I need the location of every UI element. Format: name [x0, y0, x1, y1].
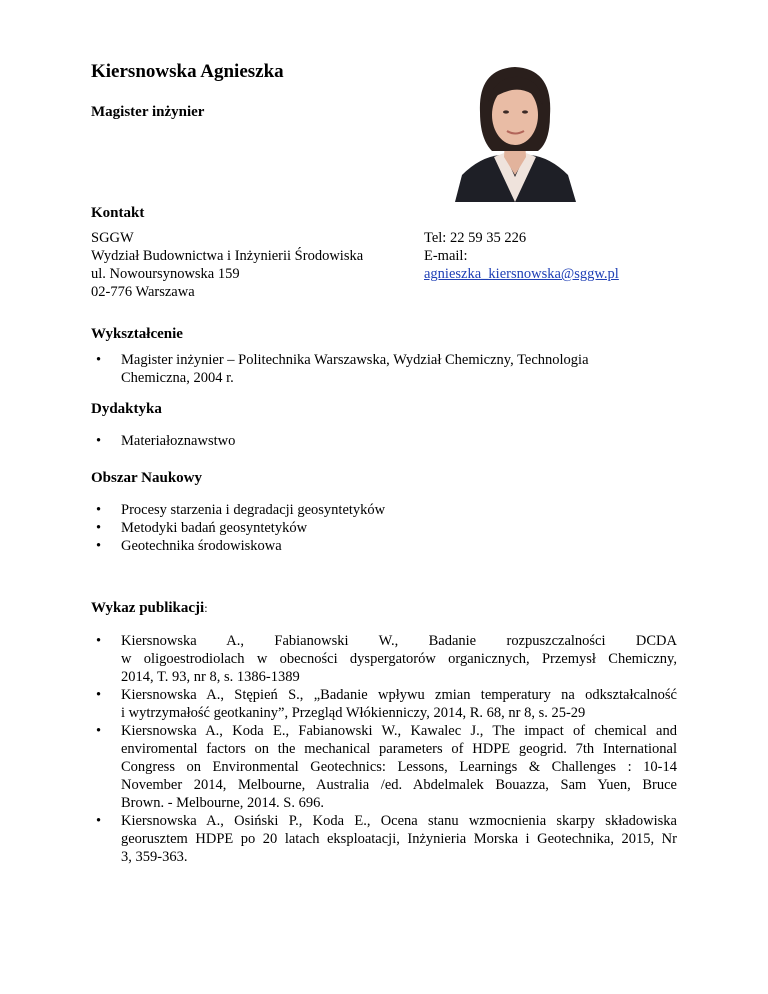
- list-item: • Materiałoznawstwo: [96, 433, 236, 449]
- list-item: • Geotechnika środowiskowa: [96, 538, 282, 554]
- list-item: • Procesy starzenia i degradacji geosyntetyków: [96, 502, 386, 518]
- portrait-image: [450, 57, 580, 202]
- person-title: Magister inżynier: [91, 104, 205, 120]
- list-item: • Kiersnowska A., Koda E., Fabianowski W., Kawalec J., The impact of chemical and enviromental factors on the mechanical parameters of HDPE geogrid. 7th International Congress on Environmental Geotechnics: Lessons, Learnings & Challenges : 10-14 November 2014, Melbourne, Australia /ed. Abdelmalek Bouazza, Sam Yuen, Bruce Brown. - Melbourne, 2014. S. 696.: [96, 723, 677, 811]
- list-item: • Metodyki badań geosyntetyków: [96, 520, 308, 536]
- address-line: SGGW: [91, 230, 134, 246]
- list-item: • Magister inżynier – Politechnika Warszawska, Wydział Chemiczny, Technologia Chemiczna, 2004 r.: [96, 352, 589, 386]
- teaching-heading: Dydaktyka: [91, 401, 162, 417]
- person-name: Kiersnowska Agnieszka: [91, 61, 284, 82]
- education-heading: Wykształcenie: [91, 326, 183, 342]
- bullet-icon: •: [96, 520, 102, 536]
- publications-heading: Wykaz publikacji:: [91, 600, 208, 616]
- list-item: • Kiersnowska A., Fabianowski W., Badanie rozpuszczalności DCDA w oligoestrodiolach w obecności dyspergatorów organicznych, Przemysł Chemiczny, 2014, T. 93, nr 8, s. 1386-1389: [96, 633, 677, 685]
- list-item: • Kiersnowska A., Stępień S., „Badanie wpływu zmian temperatury na odkształcalność i wytrzymałość geotkaniny”, Przegląd Włókienniczy, 2014, R. 68, nr 8, s. 25-29: [96, 687, 677, 721]
- bullet-icon: •: [96, 502, 102, 518]
- research-list: [91, 501, 681, 555]
- email-label: E-mail:: [424, 248, 468, 264]
- bullet-icon: •: [96, 633, 102, 649]
- address-line: Wydział Budownictwa i Inżynierii Środowiska: [91, 248, 364, 264]
- bullet-icon: •: [96, 687, 102, 703]
- profile-photo: [450, 57, 580, 202]
- contact-heading: Kontakt: [91, 205, 145, 221]
- bullet-icon: •: [96, 723, 102, 739]
- contact-details: [424, 229, 619, 283]
- bullet-icon: •: [96, 352, 102, 368]
- list-item: • Kiersnowska A., Osiński P., Koda E., Ocena stanu wzmocnienia skarpy składowiska georusztem HDPE po 20 latach eksploatacji, Inżynieria Morska i Geotechnika, 2015, Nr 3, 359-363.: [96, 813, 677, 865]
- education-list: [91, 351, 681, 387]
- contact-address: [91, 229, 363, 301]
- phone-text: Tel: 22 59 35 226: [424, 230, 527, 246]
- research-heading: Obszar Naukowy: [91, 470, 202, 486]
- bullet-icon: •: [96, 813, 102, 829]
- publications-list: [91, 632, 677, 866]
- teaching-list: [91, 432, 681, 450]
- bullet-icon: •: [96, 433, 102, 449]
- email-link[interactable]: agnieszka_kiersnowska@sggw.pl: [424, 266, 619, 282]
- address-line: ul. Nowoursynowska 159: [91, 266, 240, 282]
- address-line: 02-776 Warszawa: [91, 284, 195, 300]
- bullet-icon: •: [96, 538, 102, 554]
